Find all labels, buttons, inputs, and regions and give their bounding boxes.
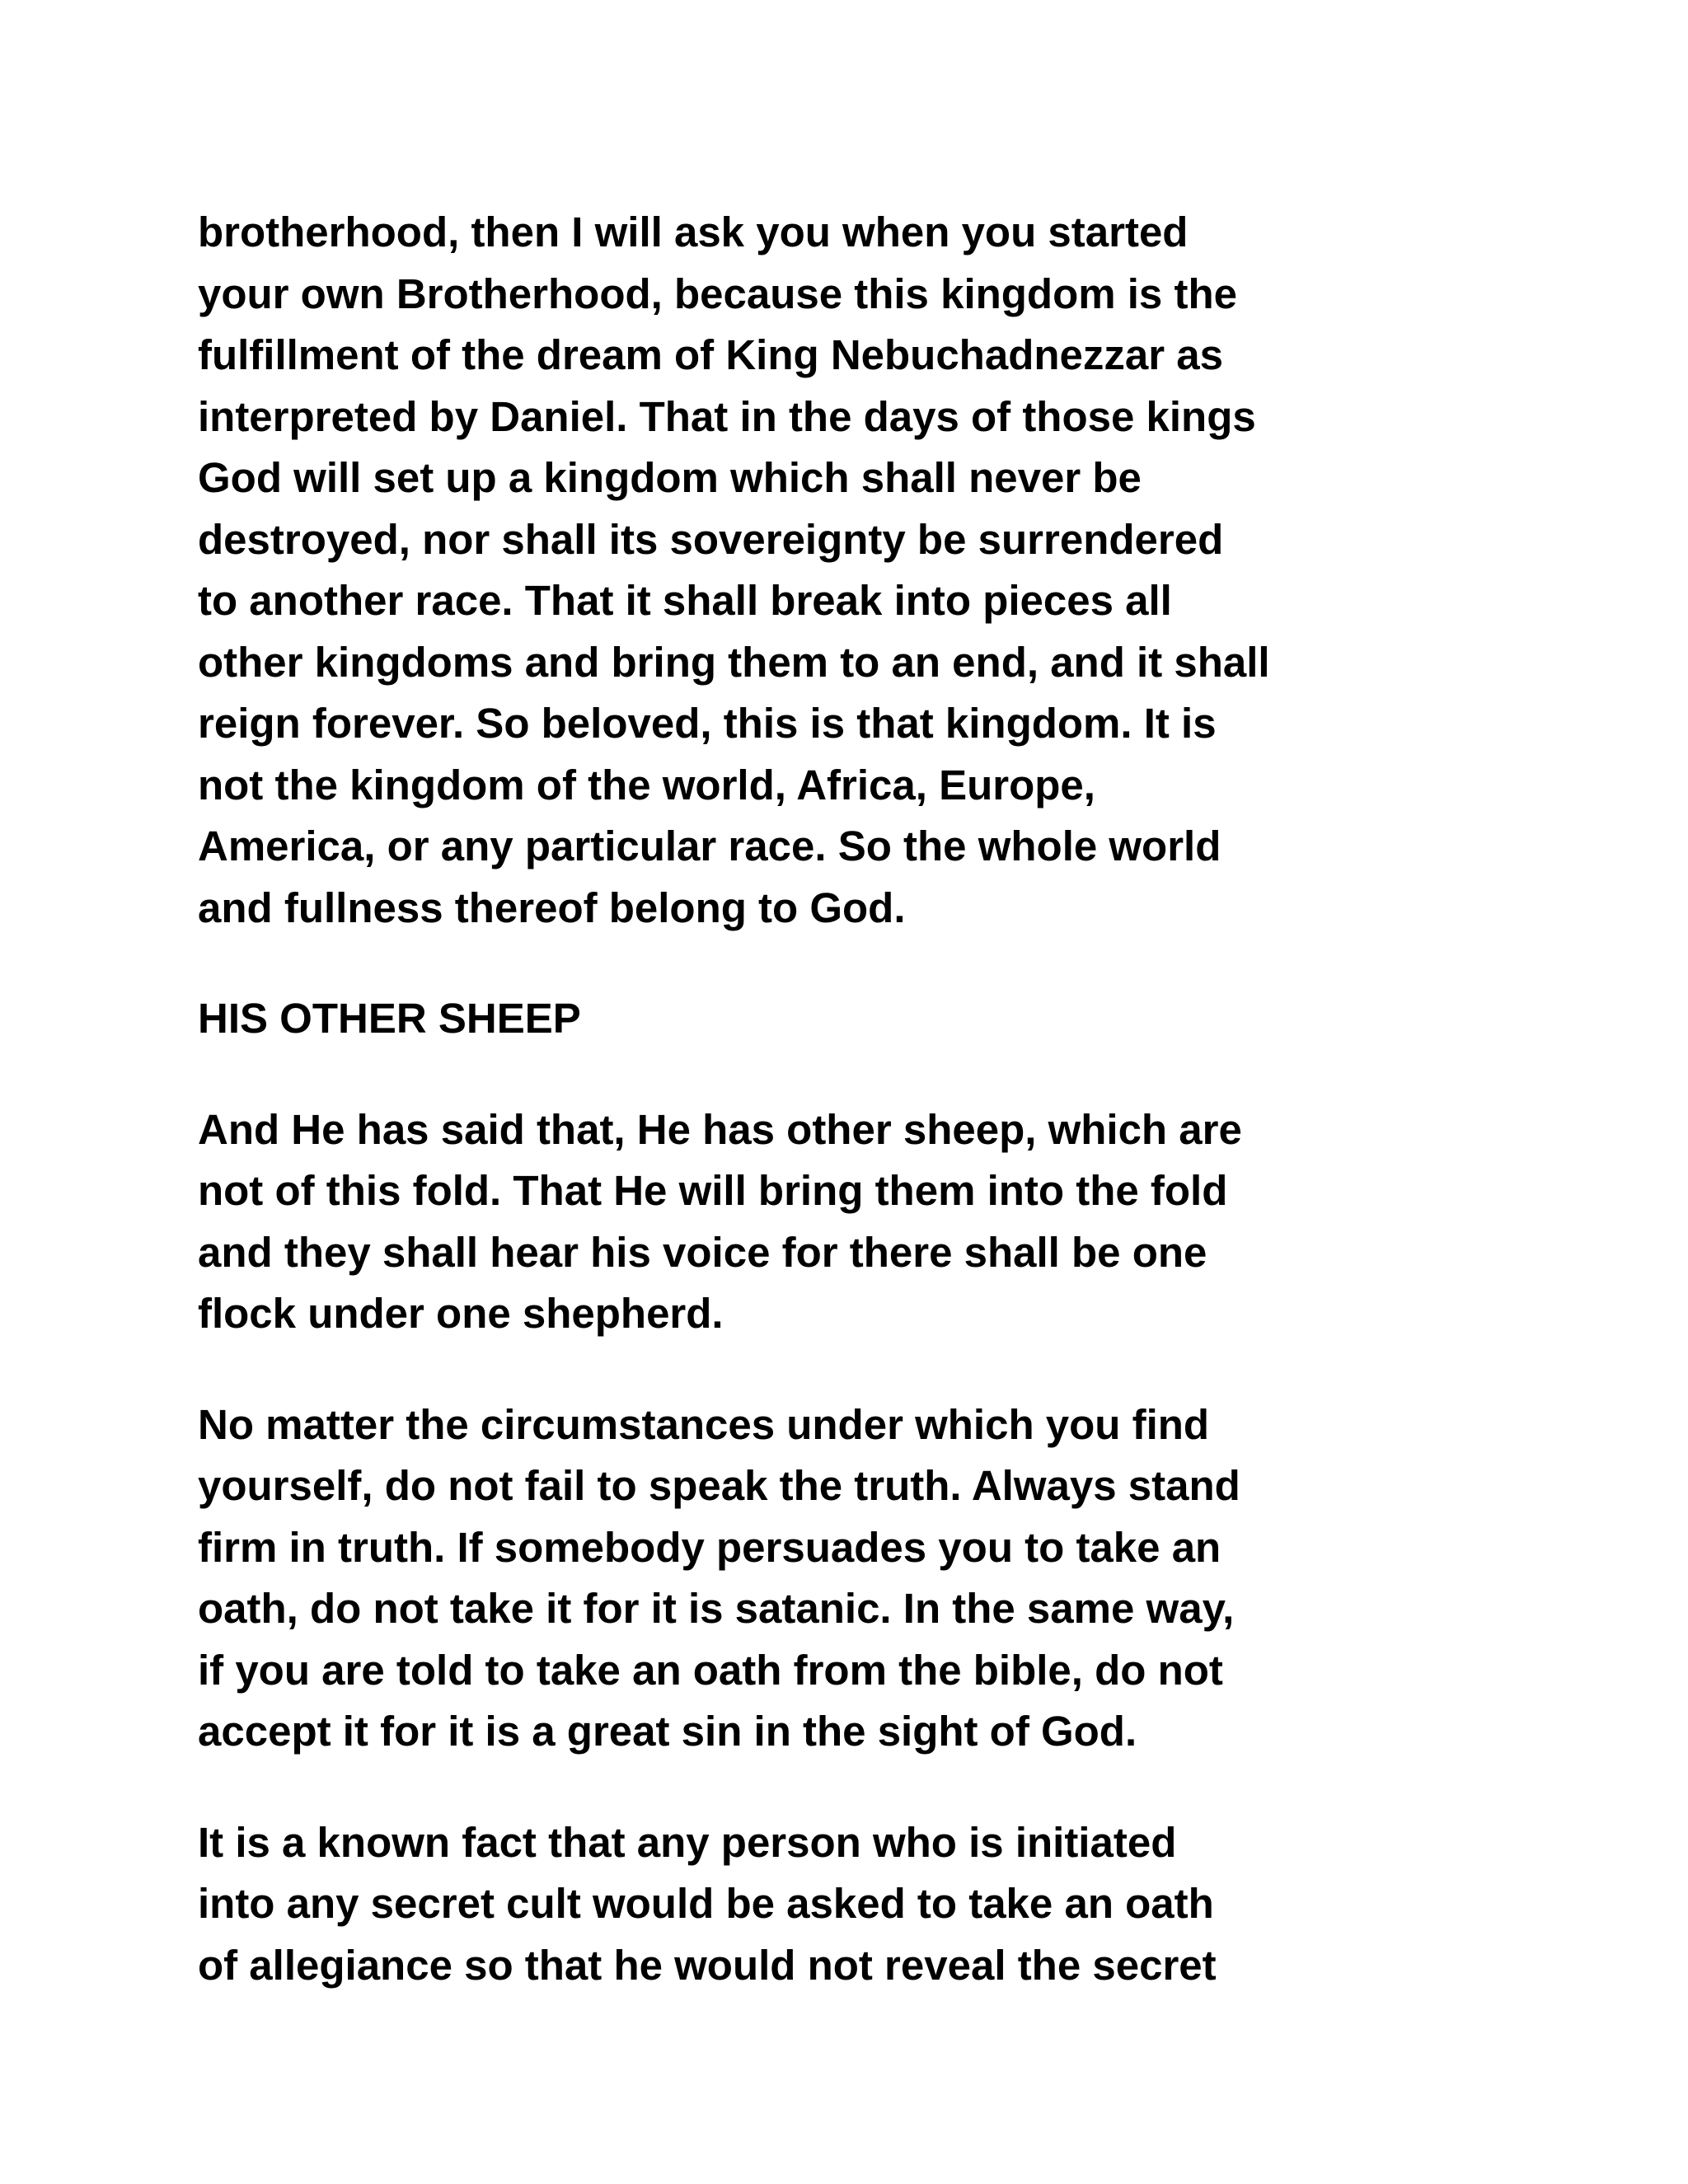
document-page xyxy=(198,202,1500,1996)
paragraph-line: brotherhood, then I will ask you when you started xyxy=(198,209,1189,255)
paragraph-line: America, or any particular race. So the whole world xyxy=(198,823,1221,869)
paragraph-line: flock under one shepherd. xyxy=(198,1290,724,1337)
paragraph-line: to another race. That it shall break into pieces all xyxy=(198,577,1172,624)
paragraph-line: yourself, do not fail to speak the truth. Always stand xyxy=(198,1462,1240,1509)
paragraph-line: and fullness thereof belong to God. xyxy=(198,883,906,931)
paragraph-spacing xyxy=(198,939,1500,988)
paragraph-line: oath, do not take it for it is satanic. In the same way, xyxy=(198,1585,1235,1632)
paragraph-line: firm in truth. If somebody persuades you to take an xyxy=(198,1523,1221,1571)
paragraph-line: and they shall hear his voice for there shall be one xyxy=(198,1228,1207,1276)
paragraph-line: not the kingdom of the world, Africa, Europe, xyxy=(198,761,1095,808)
paragraph-3 xyxy=(198,1394,1500,1763)
paragraph-line: if you are told to take an oath from the bible, do not xyxy=(198,1646,1223,1694)
paragraph-spacing xyxy=(198,1050,1500,1099)
paragraph-spacing xyxy=(198,1763,1500,1812)
paragraph-line: not of this fold. That He will bring them into the fold xyxy=(198,1167,1228,1214)
paragraph-line: reign forever. So beloved, this is that kingdom. It is xyxy=(198,700,1217,747)
paragraph-2 xyxy=(198,1099,1500,1345)
paragraph-line: interpreted by Daniel. That in the days of those kings xyxy=(198,392,1256,440)
paragraph-spacing xyxy=(198,1345,1500,1394)
paragraph-line: fulfillment of the dream of King Nebuchadnezzar as xyxy=(198,331,1223,378)
paragraph-line: destroyed, nor shall its sovereignty be surrendered xyxy=(198,515,1224,563)
paragraph-line: of allegiance so that he would not reveal the secret xyxy=(198,1941,1217,1989)
paragraph-line: It is a known fact that any person who is initiated xyxy=(198,1818,1177,1866)
paragraph-line: No matter the circumstances under which you find xyxy=(198,1400,1210,1448)
paragraph-line: your own Brotherhood, because this kingdom is the xyxy=(198,269,1237,317)
paragraph-line: accept it for it is a great sin in the sight of God. xyxy=(198,1708,1137,1755)
paragraph-line: other kingdoms and bring them to an end, and it shall xyxy=(198,638,1270,686)
paragraph-4 xyxy=(198,1812,1500,1997)
paragraph-line: And He has said that, He has other sheep, which are xyxy=(198,1105,1242,1153)
paragraph-line: into any secret cult would be asked to take an oath xyxy=(198,1880,1214,1927)
paragraph-1 xyxy=(198,202,1500,939)
section-heading: HIS OTHER SHEEP xyxy=(198,995,581,1042)
paragraph-line: God will set up a kingdom which shall never be xyxy=(198,454,1142,501)
